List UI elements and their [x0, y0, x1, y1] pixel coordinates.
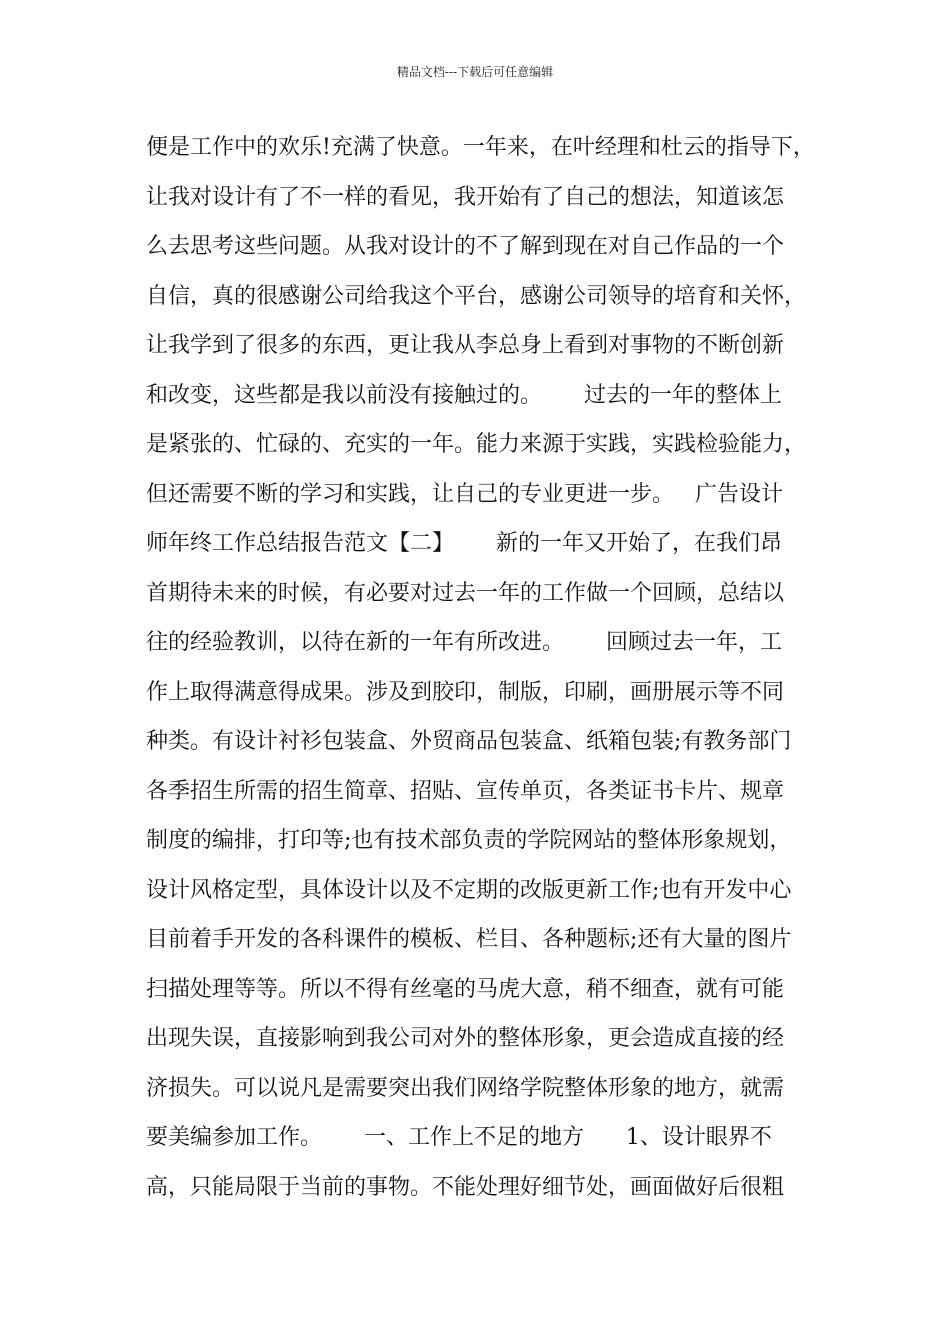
text-line: 种类。有设计衬衫包装盒、外贸商品包装盒、纸箱包装;有教务部门	[146, 729, 792, 754]
text-line: 各季招生所需的招生简章、招贴、宣传单页，各类证书卡片、规章	[146, 778, 785, 804]
text-line: 扫描处理等等。所以不得有丝毫的马虎大意，稍不细查，就有可能	[146, 976, 785, 1002]
text-line: 师年终工作总结报告范文【二】 新的一年又开始了，在我们昂	[146, 531, 782, 556]
text-line: 制度的编排，打印等;也有技术部负责的学院网站的整体形象规划，	[146, 828, 792, 853]
document-body	[146, 123, 826, 1212]
text-line: 出现失误，直接影响到我公司对外的整体形象，更会造成直接的经	[146, 1026, 785, 1051]
text-line: 是紧张的、忙碌的、充实的一年。能力来源于实践，实践检验能力，	[146, 432, 807, 457]
text-line: 设计风格定型，具体设计以及不定期的改版更新工作;也有开发中心	[146, 877, 792, 903]
page-header: 精品文档---下载后可任意编辑	[396, 65, 554, 79]
text-line: 往的经验教训，以待在新的一年有所改进。 回顾过去一年，工	[146, 630, 782, 655]
text-line: 让我对设计有了不一样的看见，我开始有了自己的想法，知道该怎	[146, 184, 785, 210]
text-line: 高，只能局限于当前的事物。不能处理好细节处，画面做好后很粗	[146, 1174, 785, 1200]
text-line: 济损失。可以说凡是需要突出我们网络学院整体形象的地方，就需	[146, 1075, 785, 1101]
text-line: 么去思考这些问题。从我对设计的不了解到现在对自己作品的一个	[146, 234, 785, 259]
text-line: 让我学到了很多的东西，更让我从李总身上看到对事物的不断创新	[146, 333, 785, 358]
text-line: 便是工作中的欢乐!充满了快意。一年来，在叶经理和杜云的指导下，	[146, 135, 815, 160]
text-line: 自信，真的很感谢公司给我这个平台，感谢公司领导的培育和关怀，	[146, 283, 807, 309]
text-line: 但还需要不断的学习和实践，让自己的专业更进一步。 广告设计	[146, 481, 783, 507]
text-line: 和改变，这些都是我以前没有接触过的。 过去的一年的整体上	[146, 382, 782, 408]
text-line: 作上取得满意得成果。涉及到胶印，制版，印刷，画册展示等不同	[146, 679, 785, 705]
text-line: 要美编参加工作。 一、工作上不足的地方 1、设计眼界不	[146, 1125, 772, 1150]
text-line: 目前着手开发的各科课件的模板、栏目、各种题标;还有大量的图片	[146, 927, 792, 952]
text-line: 首期待未来的时候，有必要对过去一年的工作做一个回顾，总结以	[146, 580, 785, 606]
